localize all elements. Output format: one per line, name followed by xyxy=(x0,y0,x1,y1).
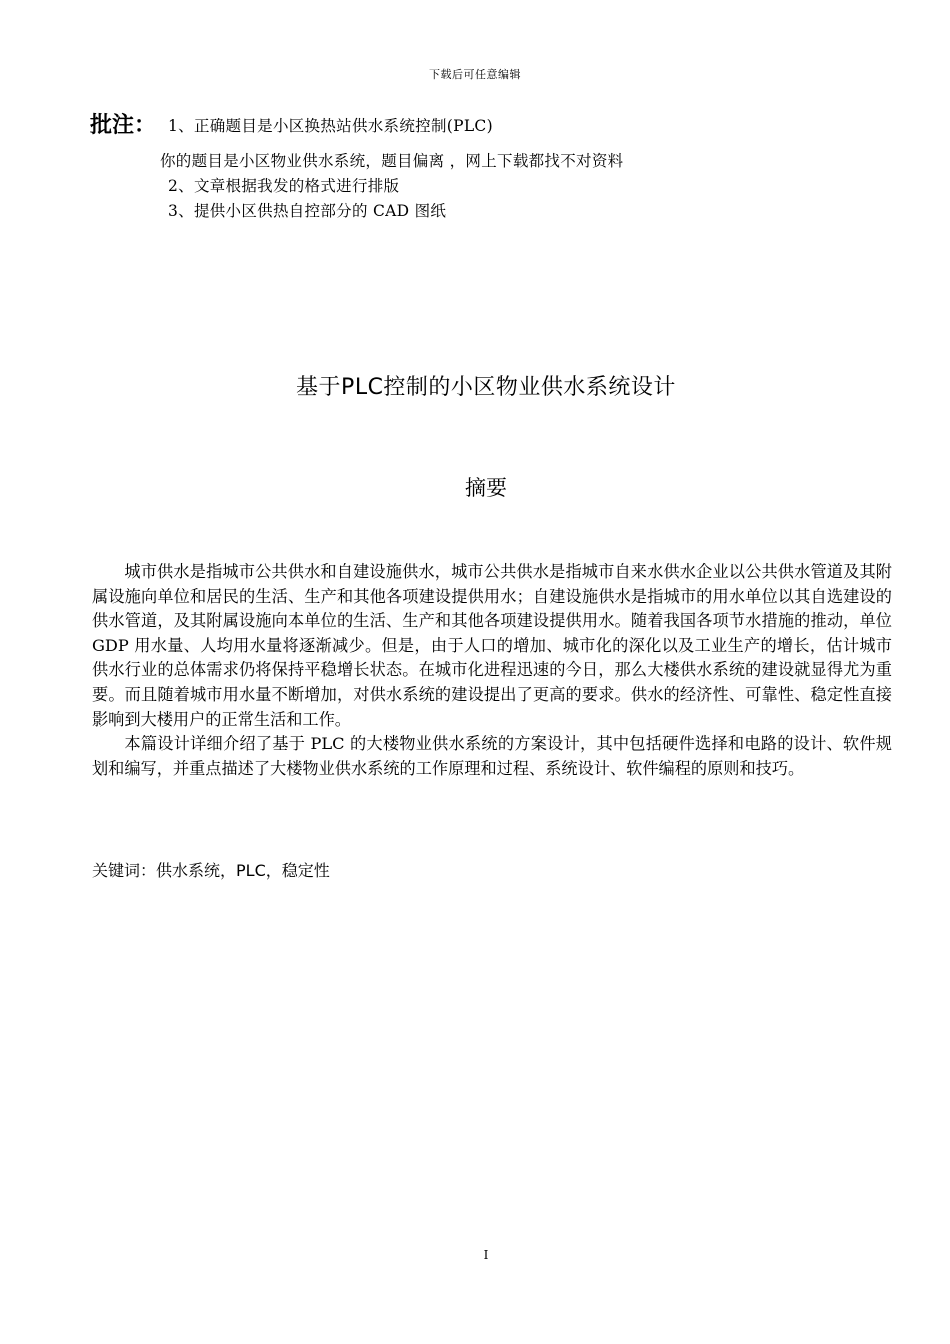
abstract-body xyxy=(92,560,892,781)
document-title: 基于PLC控制的小区物业供水系统设计 xyxy=(296,375,676,400)
abstract-heading: 摘要 xyxy=(465,476,507,500)
annotation-line-2: 你的题目是小区物业供水系统，题目偏离 ，网上下载都找不对资料 xyxy=(160,152,624,170)
annotation-label: 批注： xyxy=(90,113,157,138)
abstract-paragraph-1: 城市供水是指城市公共供水和自建设施供水，城市公共供水是指城市自来水供水企业以公共供水管道及其附属设施向单位和居民的生活、生产和其他各项建设提供用水；自建设施供水是指城市的用水单位以其自选建设的供水管道，及其附属设施向本单位的生活、生产和其他各项建设提供用水。随着我国各项节水措施的推动，单位 GDP 用水量、人均用水量将逐渐减少。但是，由于人口的增加、城市化的深化以及工业生产的增长，估计城市供水行业的总体需求仍将保持平稳增长状态。在城市化进程迅速的今日，那么大楼供水系统的建设就显得尤为重要。而且随着城市用水量不断增加，对供水系统的建设提出了更高的要求。供水的经济性、可靠性、稳定性直接影响到大楼用户的正常生活和工作。 xyxy=(92,562,892,729)
annotation-line-1: 1、正确题目是小区换热站供水系统控制(PLC) xyxy=(168,117,493,135)
header-note: 下载后可任意编辑 xyxy=(429,68,521,81)
annotation-line-4: 3、提供小区供热自控部分的 CAD 图纸 xyxy=(168,202,447,220)
annotation-line-3: 2、文章根据我发的格式进行排版 xyxy=(168,177,400,195)
abstract-paragraph-2: 本篇设计详细介绍了基于 PLC 的大楼物业供水系统的方案设计，其中包括硬件选择和电路的设计、软件规划和编写，并重点描述了大楼物业供水系统的工作原理和过程、系统设计、软件编程的原则和技巧。 xyxy=(92,734,892,778)
page-number: I xyxy=(483,1248,489,1262)
keywords: 关键词：供水系统，PLC，稳定性 xyxy=(92,861,330,880)
